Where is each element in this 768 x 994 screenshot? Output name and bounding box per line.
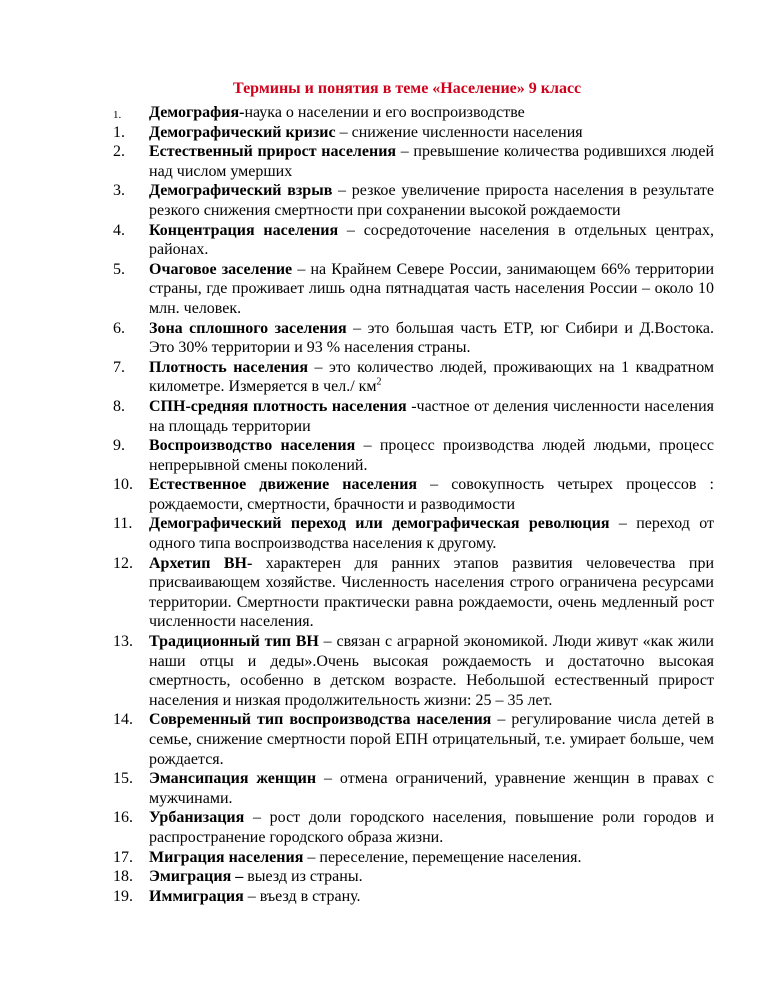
term-name: Концентрация населения — [149, 221, 339, 239]
term-name: Плотность населения — [149, 358, 308, 376]
term-name: Иммиграция — [149, 887, 244, 905]
term-definition: – въезд в страну. — [243, 887, 361, 905]
term-definition: – связан с аграрной экономикой. Люди живут «как жили наши отцы и деды».Очень высокая рождаемость и достаточно высокая смертность, особенно в детском возрасте. Небольшой естественный прирост населения и низкая продолжительность жизни: 25 – 35 лет. — [149, 633, 714, 709]
item-number: 6. — [113, 319, 125, 337]
term-definition: – сосредоточение населения в отдельных центрах, районах. — [149, 221, 714, 259]
term-definition: – процесс производства людей людьми, процесс непрерывной смены поколений. — [149, 437, 714, 474]
term-name: Зона сплошного заселения — [149, 319, 347, 337]
term-item — [0, 867, 714, 887]
term-definition: – это количество людей, проживающих на 1 квадратном километре. Измеряется в чел./ км — [149, 358, 715, 396]
terms-list — [0, 103, 768, 906]
term-item — [0, 436, 714, 475]
term-name: Очаговое заселение — [149, 260, 293, 278]
term-definition: наука о населении и его воспроизводстве — [244, 104, 525, 121]
term-item — [0, 142, 714, 181]
term-item — [0, 319, 714, 358]
term-name: Современный тип воспроизводства населения — [149, 711, 492, 729]
term-name: Демографический взрыв — [149, 182, 333, 200]
term-item — [0, 554, 714, 632]
term-item — [0, 632, 714, 710]
superscript: 2 — [376, 376, 382, 388]
term-definition: – переход от одного типа воспроизводства населения к другому. — [149, 515, 714, 553]
item-number: 1. — [113, 109, 122, 121]
item-number: 14. — [113, 711, 133, 729]
item-number: 18. — [113, 868, 133, 886]
term-item — [0, 221, 714, 260]
item-number: 11. — [113, 515, 133, 533]
item-number: 7. — [113, 358, 125, 376]
item-number: 10. — [113, 476, 133, 494]
item-number: 8. — [113, 397, 125, 415]
term-definition: – совокупность четырех процессов : рождаемости, смертности, брачности и разводимости — [149, 476, 714, 513]
term-item — [0, 887, 714, 907]
term-definition: – переселение, перемещение населения. — [303, 848, 582, 866]
item-number: 12. — [113, 554, 133, 572]
term-definition: – снижение численности населения — [335, 123, 583, 141]
item-number: 2. — [113, 143, 125, 161]
term-name: Демографический переход или демографическая революция — [149, 515, 610, 533]
term-name: СПН-средняя плотность населения — [149, 397, 407, 415]
term-definition: – на Крайнем Севере России, занимающем 66% территории страны, где проживает лишь одна пятнадцатая часть населения России – около 10 млн. человек. — [149, 260, 715, 317]
term-item — [0, 514, 714, 553]
term-item — [0, 848, 714, 868]
term-item — [0, 358, 714, 397]
term-name: Архетип ВН- — [149, 554, 253, 572]
term-definition: – регулирование числа детей в семье, снижение смертности порой ЕПН отрицательный, т.е. умирает больше, чем рождается. — [149, 711, 714, 768]
term-name: Эмиграция – — [149, 868, 244, 886]
term-name: Естественное движение населения — [149, 476, 418, 494]
term-definition: – превышение количества родившихся людей над числом умерших — [149, 143, 715, 180]
document-title: Термины и понятия в теме «Население» 9 класс — [233, 80, 582, 97]
term-item — [0, 260, 714, 319]
term-name: Урбанизация — [149, 809, 245, 827]
item-number: 1. — [113, 123, 125, 141]
term-name: Естественный прирост населения — [149, 143, 397, 161]
item-number: 9. — [113, 437, 125, 455]
term-item — [0, 769, 714, 808]
term-item — [0, 808, 714, 847]
item-number: 15. — [113, 770, 133, 788]
term-name: Эмансипация женщин — [149, 770, 317, 788]
term-item — [0, 710, 714, 769]
term-name: Демографический кризис — [149, 123, 336, 141]
term-definition: – отмена ограничений, уравнение женщин в правах с мужчинами. — [149, 770, 715, 807]
term-item — [0, 397, 714, 436]
item-number: 17. — [113, 848, 133, 866]
term-name: Миграция населения — [149, 848, 304, 866]
term-definition: выезд из страны. — [243, 868, 363, 886]
term-name: Воспроизводство населения — [149, 437, 356, 455]
item-number: 4. — [113, 221, 125, 239]
term-item — [0, 475, 714, 514]
term-item — [0, 123, 714, 143]
term-definition: характерен для ранних этапов развития человечества при присваивающем хозяйстве. Численность населения строго ограничена ресурсами территории. Смертности практически равна рождаемости, очень медленный рост численности населения. — [149, 554, 715, 631]
item-number: 3. — [113, 182, 125, 200]
term-definition: – резкое увеличение прироста населения в результате резкого снижения смертности при сохранении высокой рождаемости — [149, 182, 714, 219]
item-number: 16. — [113, 809, 133, 827]
item-number: 13. — [113, 633, 133, 651]
term-definition: – это большая часть ЕТР, юг Сибири и Д.Востока. Это 30% территории и 93 % населения страны. — [149, 319, 715, 357]
item-number: 19. — [113, 887, 133, 905]
term-definition: – рост доли городского населения, повышение роли городов и распространение городского образа жизни. — [149, 809, 714, 846]
term-definition: -частное от деления численности населения на площадь территории — [149, 397, 715, 435]
term-item — [0, 181, 714, 220]
term-item — [0, 103, 714, 123]
item-number: 5. — [113, 260, 125, 278]
term-name: Традиционный тип ВН — [149, 633, 319, 651]
term-name: Демография- — [149, 104, 245, 121]
